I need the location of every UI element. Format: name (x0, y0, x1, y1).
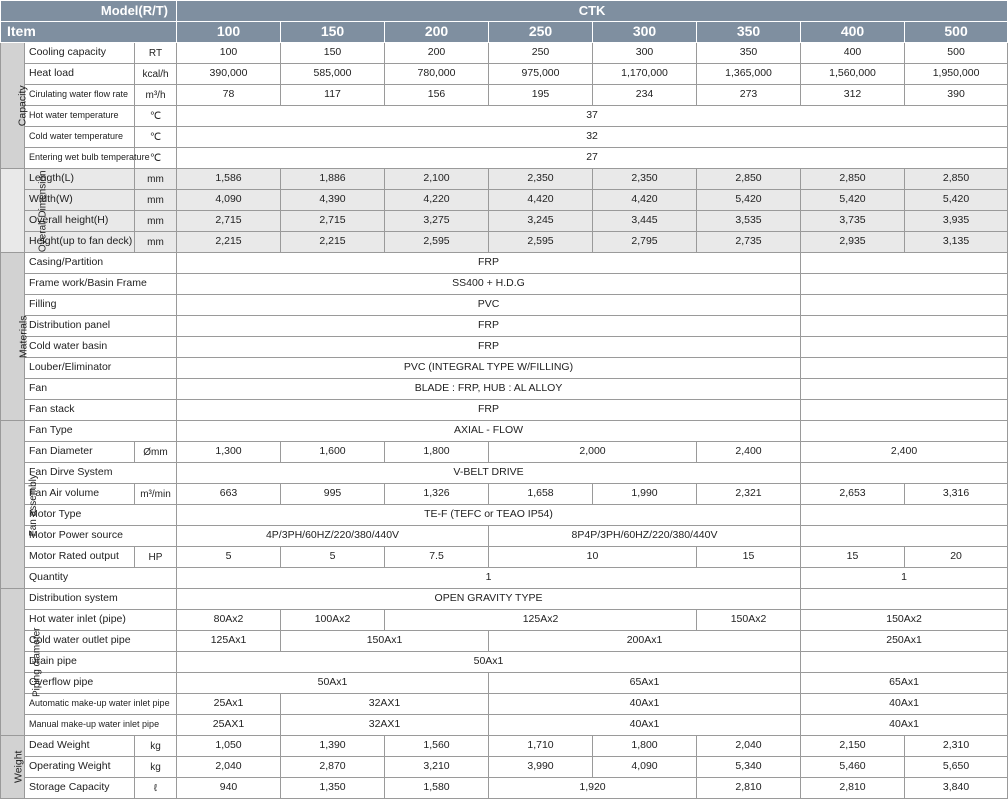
value-cell: 3,535 (697, 211, 801, 232)
table-row (1, 358, 1008, 379)
value-cell (801, 253, 1008, 274)
value-cell: 1,800 (385, 442, 489, 463)
row-label: Hot water temperature (25, 106, 135, 127)
row-label: Overflow pipe (25, 673, 177, 694)
value-cell: 4,220 (385, 190, 489, 211)
table-row (1, 526, 1008, 547)
row-unit: m³/min (135, 484, 177, 505)
value-cell: 150Ax1 (281, 631, 489, 652)
value-cell: 250Ax1 (801, 631, 1008, 652)
row-unit: ℓ (135, 778, 177, 799)
model-header-350: 350 (697, 22, 801, 43)
value-cell: 32AX1 (281, 715, 489, 736)
value-cell: 3,135 (905, 232, 1008, 253)
table-row (1, 589, 1008, 610)
row-label: Frame work/Basin Frame (25, 274, 177, 295)
row-label: Fan Type (25, 421, 177, 442)
table-row (1, 379, 1008, 400)
row-label: Hot water inlet (pipe) (25, 610, 177, 631)
table-row (1, 463, 1008, 484)
section-title: Overall Dimension (37, 170, 49, 252)
table-row (1, 316, 1008, 337)
table-row (1, 568, 1008, 589)
value-cell (801, 589, 1008, 610)
value-cell: BLADE : FRP, HUB : AL ALLOY (177, 379, 801, 400)
value-cell (801, 505, 1008, 526)
table-row (1, 64, 1008, 85)
value-cell: 78 (177, 85, 281, 106)
table-row (1, 106, 1008, 127)
table-row (1, 400, 1008, 421)
value-cell: 5,340 (697, 757, 801, 778)
value-cell: 65Ax1 (489, 673, 801, 694)
value-cell: 2,321 (697, 484, 801, 505)
row-label: Manual make-up water inlet pipe (25, 715, 177, 736)
value-cell: 15 (697, 547, 801, 568)
value-cell: 2,100 (385, 169, 489, 190)
value-cell: 1 (177, 568, 801, 589)
value-cell: 40Ax1 (489, 715, 801, 736)
value-cell: 32AX1 (281, 694, 489, 715)
value-cell: 3,445 (593, 211, 697, 232)
row-label: Fan stack (25, 400, 177, 421)
section-label (1, 736, 25, 799)
value-cell: OPEN GRAVITY TYPE (177, 589, 801, 610)
value-cell: 2,850 (697, 169, 801, 190)
value-cell (801, 400, 1008, 421)
value-cell: 3,840 (905, 778, 1008, 799)
table-row (1, 337, 1008, 358)
value-cell (801, 358, 1008, 379)
section-label (1, 421, 39, 589)
value-cell: FRP (177, 337, 801, 358)
value-cell: 40Ax1 (801, 694, 1008, 715)
value-cell: 5,420 (697, 190, 801, 211)
value-cell: 15 (801, 547, 905, 568)
value-cell: 1,560 (385, 736, 489, 757)
row-label: Quantity (25, 568, 177, 589)
table-row (1, 442, 1008, 463)
value-cell: 65Ax1 (801, 673, 1008, 694)
value-cell: 10 (489, 547, 697, 568)
section-label (1, 253, 30, 421)
value-cell: 1,586 (177, 169, 281, 190)
value-cell: 100 (177, 43, 281, 64)
table-row (1, 148, 1008, 169)
value-cell: 5,460 (801, 757, 905, 778)
value-cell: 117 (281, 85, 385, 106)
value-cell: 390 (905, 85, 1008, 106)
row-unit: m³/h (135, 85, 177, 106)
row-label: Motor Power source (25, 526, 177, 547)
value-cell: 1,710 (489, 736, 593, 757)
series-label: CTK (177, 1, 1008, 22)
section-title: Fan assembly (27, 473, 39, 537)
value-cell: 2,850 (905, 169, 1008, 190)
row-label: Dead Weight (25, 736, 135, 757)
table-row (1, 652, 1008, 673)
value-cell: 1,658 (489, 484, 593, 505)
value-cell: 20 (905, 547, 1008, 568)
value-cell: 1,920 (489, 778, 697, 799)
value-cell: 2,215 (281, 232, 385, 253)
model-header-500: 500 (905, 22, 1008, 43)
value-cell: 234 (593, 85, 697, 106)
row-label: Fan Dirve System (25, 463, 177, 484)
spec-table-body (1, 1, 1008, 799)
model-label: Model(R/T) (1, 1, 177, 22)
value-cell: 27 (177, 148, 1008, 169)
row-label: Drain pipe (25, 652, 177, 673)
row-label: Distribution system (25, 589, 177, 610)
value-cell: 2,653 (801, 484, 905, 505)
row-label: Automatic make-up water inlet pipe (25, 694, 177, 715)
value-cell: 390,000 (177, 64, 281, 85)
value-cell: PVC (INTEGRAL TYPE W/FILLING) (177, 358, 801, 379)
value-cell: 4,390 (281, 190, 385, 211)
value-cell: 2,150 (801, 736, 905, 757)
value-cell: 3,316 (905, 484, 1008, 505)
value-cell: 200 (385, 43, 489, 64)
row-unit: HP (135, 547, 177, 568)
value-cell: 2,595 (489, 232, 593, 253)
value-cell: 663 (177, 484, 281, 505)
table-row (1, 421, 1008, 442)
value-cell: 1,800 (593, 736, 697, 757)
value-cell: 2,715 (177, 211, 281, 232)
value-cell: 2,215 (177, 232, 281, 253)
section-label (1, 43, 29, 169)
model-header-150: 150 (281, 22, 385, 43)
table-row (1, 43, 1008, 64)
table-row (1, 295, 1008, 316)
table-row (1, 610, 1008, 631)
value-cell: 500 (905, 43, 1008, 64)
table-row (1, 778, 1008, 799)
value-cell: 32 (177, 127, 1008, 148)
value-cell: 3,275 (385, 211, 489, 232)
value-cell: 200Ax1 (489, 631, 801, 652)
value-cell (801, 337, 1008, 358)
value-cell: 25Ax1 (177, 694, 281, 715)
section-title: Weight (12, 750, 25, 784)
row-label: Distribution panel (25, 316, 177, 337)
value-cell: 125Ax1 (177, 631, 281, 652)
value-cell (801, 463, 1008, 484)
value-cell (801, 526, 1008, 547)
table-row (1, 757, 1008, 778)
row-unit: mm (135, 190, 177, 211)
value-cell: 273 (697, 85, 801, 106)
value-cell: 7.5 (385, 547, 489, 568)
row-unit: kcal/h (135, 64, 177, 85)
value-cell: 100Ax2 (281, 610, 385, 631)
table-row (1, 127, 1008, 148)
value-cell: 2,810 (801, 778, 905, 799)
value-cell: 150 (281, 43, 385, 64)
value-cell: 3,935 (905, 211, 1008, 232)
table-row (1, 505, 1008, 526)
table-row (1, 631, 1008, 652)
model-header-200: 200 (385, 22, 489, 43)
value-cell: 2,040 (697, 736, 801, 757)
model-header-250: 250 (489, 22, 593, 43)
value-cell: 780,000 (385, 64, 489, 85)
value-cell: 4,420 (593, 190, 697, 211)
row-unit: mm (135, 211, 177, 232)
value-cell: 2,810 (697, 778, 801, 799)
value-cell: 2,000 (489, 442, 697, 463)
value-cell: 995 (281, 484, 385, 505)
value-cell: 3,990 (489, 757, 593, 778)
model-header-400: 400 (801, 22, 905, 43)
value-cell: 1,580 (385, 778, 489, 799)
value-cell: 2,040 (177, 757, 281, 778)
row-label: Entering wet bulb temperature (25, 148, 135, 169)
value-cell: 4,090 (593, 757, 697, 778)
table-row (1, 211, 1008, 232)
row-label: Heat load (25, 64, 135, 85)
value-cell: FRP (177, 253, 801, 274)
value-cell: 4P/3PH/60HZ/220/380/440V (177, 526, 489, 547)
value-cell: 37 (177, 106, 1008, 127)
table-row (1, 85, 1008, 106)
row-label: Storage Capacity (25, 778, 135, 799)
value-cell: 2,795 (593, 232, 697, 253)
value-cell: 585,000 (281, 64, 385, 85)
row-label: Length(L) (25, 169, 135, 190)
row-label: Operating Weight (25, 757, 135, 778)
value-cell: 2,870 (281, 757, 385, 778)
row-label: Louber/Eliminator (25, 358, 177, 379)
value-cell: 1,170,000 (593, 64, 697, 85)
row-unit: mm (135, 232, 177, 253)
row-unit: Ømm (135, 442, 177, 463)
value-cell: V-BELT DRIVE (177, 463, 801, 484)
row-label: Cold water basin (25, 337, 177, 358)
table-row (1, 484, 1008, 505)
value-cell (801, 421, 1008, 442)
value-cell: AXIAL - FLOW (177, 421, 801, 442)
value-cell (801, 652, 1008, 673)
value-cell: 5 (177, 547, 281, 568)
row-label: Fan Diameter (25, 442, 135, 463)
value-cell: 1,350 (281, 778, 385, 799)
section-label (1, 589, 43, 736)
section-title: Piping diameter (31, 627, 43, 698)
value-cell: 2,400 (801, 442, 1008, 463)
value-cell: 3,210 (385, 757, 489, 778)
value-cell: 50Ax1 (177, 673, 489, 694)
value-cell: 8P4P/3PH/60HZ/220/380/440V (489, 526, 801, 547)
row-label: Cooling capacity (25, 43, 135, 64)
value-cell: 975,000 (489, 64, 593, 85)
value-cell: 400 (801, 43, 905, 64)
row-label: Cold water temperature (25, 127, 135, 148)
table-row (1, 190, 1008, 211)
header-row-1 (1, 1, 1008, 22)
value-cell: 1 (801, 568, 1008, 589)
value-cell: 2,935 (801, 232, 905, 253)
row-label: Motor Rated output (25, 547, 135, 568)
row-label: Width(W) (25, 190, 135, 211)
item-label: Item (1, 22, 177, 43)
value-cell: 1,050 (177, 736, 281, 757)
row-label: Height(up to fan deck) (25, 232, 135, 253)
value-cell: 1,365,000 (697, 64, 801, 85)
value-cell: 940 (177, 778, 281, 799)
value-cell: 2,350 (593, 169, 697, 190)
table-row (1, 736, 1008, 757)
value-cell: 2,595 (385, 232, 489, 253)
section-label (1, 169, 49, 253)
value-cell: 80Ax2 (177, 610, 281, 631)
value-cell: 2,350 (489, 169, 593, 190)
value-cell: 150Ax2 (801, 610, 1008, 631)
row-unit: ℃ (135, 148, 177, 169)
value-cell: 1,950,000 (905, 64, 1008, 85)
value-cell: 125Ax2 (385, 610, 697, 631)
value-cell: 1,886 (281, 169, 385, 190)
row-label: Motor Type (25, 505, 177, 526)
row-unit: kg (135, 736, 177, 757)
value-cell: 300 (593, 43, 697, 64)
value-cell: 3,245 (489, 211, 593, 232)
value-cell (801, 316, 1008, 337)
value-cell: 40Ax1 (489, 694, 801, 715)
value-cell (801, 295, 1008, 316)
table-row (1, 232, 1008, 253)
value-cell: 150Ax2 (697, 610, 801, 631)
table-row (1, 715, 1008, 736)
value-cell: 5 (281, 547, 385, 568)
value-cell: 50Ax1 (177, 652, 801, 673)
value-cell: FRP (177, 316, 801, 337)
row-unit: kg (135, 757, 177, 778)
value-cell: PVC (177, 295, 801, 316)
value-cell: 2,735 (697, 232, 801, 253)
value-cell: 1,300 (177, 442, 281, 463)
value-cell: 2,310 (905, 736, 1008, 757)
value-cell: FRP (177, 400, 801, 421)
table-row (1, 169, 1008, 190)
row-unit: mm (135, 169, 177, 190)
value-cell: 40Ax1 (801, 715, 1008, 736)
row-unit: RT (135, 43, 177, 64)
model-header-300: 300 (593, 22, 697, 43)
row-label: Fan Air volume (25, 484, 135, 505)
value-cell: 4,090 (177, 190, 281, 211)
value-cell: 4,420 (489, 190, 593, 211)
table-row (1, 547, 1008, 568)
value-cell: 2,850 (801, 169, 905, 190)
value-cell (801, 274, 1008, 295)
value-cell (801, 379, 1008, 400)
row-label: Cirulating water flow rate (25, 85, 135, 106)
value-cell: 2,715 (281, 211, 385, 232)
table-row (1, 253, 1008, 274)
value-cell: 250 (489, 43, 593, 64)
value-cell: SS400 + H.D.G (177, 274, 801, 295)
value-cell: 3,735 (801, 211, 905, 232)
value-cell: 5,420 (905, 190, 1008, 211)
section-title: Materials (17, 315, 30, 358)
section-title: Capacity (16, 85, 29, 126)
value-cell: 2,400 (697, 442, 801, 463)
value-cell: 1,390 (281, 736, 385, 757)
value-cell: 156 (385, 85, 489, 106)
value-cell: 350 (697, 43, 801, 64)
model-header-100: 100 (177, 22, 281, 43)
value-cell: 5,420 (801, 190, 905, 211)
row-label: Fan (25, 379, 177, 400)
value-cell: 5,650 (905, 757, 1008, 778)
table-row (1, 274, 1008, 295)
value-cell: 1,326 (385, 484, 489, 505)
table-row (1, 673, 1008, 694)
row-label: Overall height(H) (25, 211, 135, 232)
row-label: Cold water outlet pipe (25, 631, 177, 652)
row-unit: ℃ (135, 106, 177, 127)
value-cell: 1,990 (593, 484, 697, 505)
table-row (1, 694, 1008, 715)
value-cell: 1,560,000 (801, 64, 905, 85)
value-cell: 195 (489, 85, 593, 106)
row-label: Casing/Partition (25, 253, 177, 274)
value-cell: 25AX1 (177, 715, 281, 736)
value-cell: 1,600 (281, 442, 385, 463)
row-label: Filling (25, 295, 177, 316)
value-cell: 312 (801, 85, 905, 106)
row-unit: ℃ (135, 127, 177, 148)
header-row-2 (1, 22, 1008, 43)
value-cell: TE-F (TEFC or TEAO IP54) (177, 505, 801, 526)
